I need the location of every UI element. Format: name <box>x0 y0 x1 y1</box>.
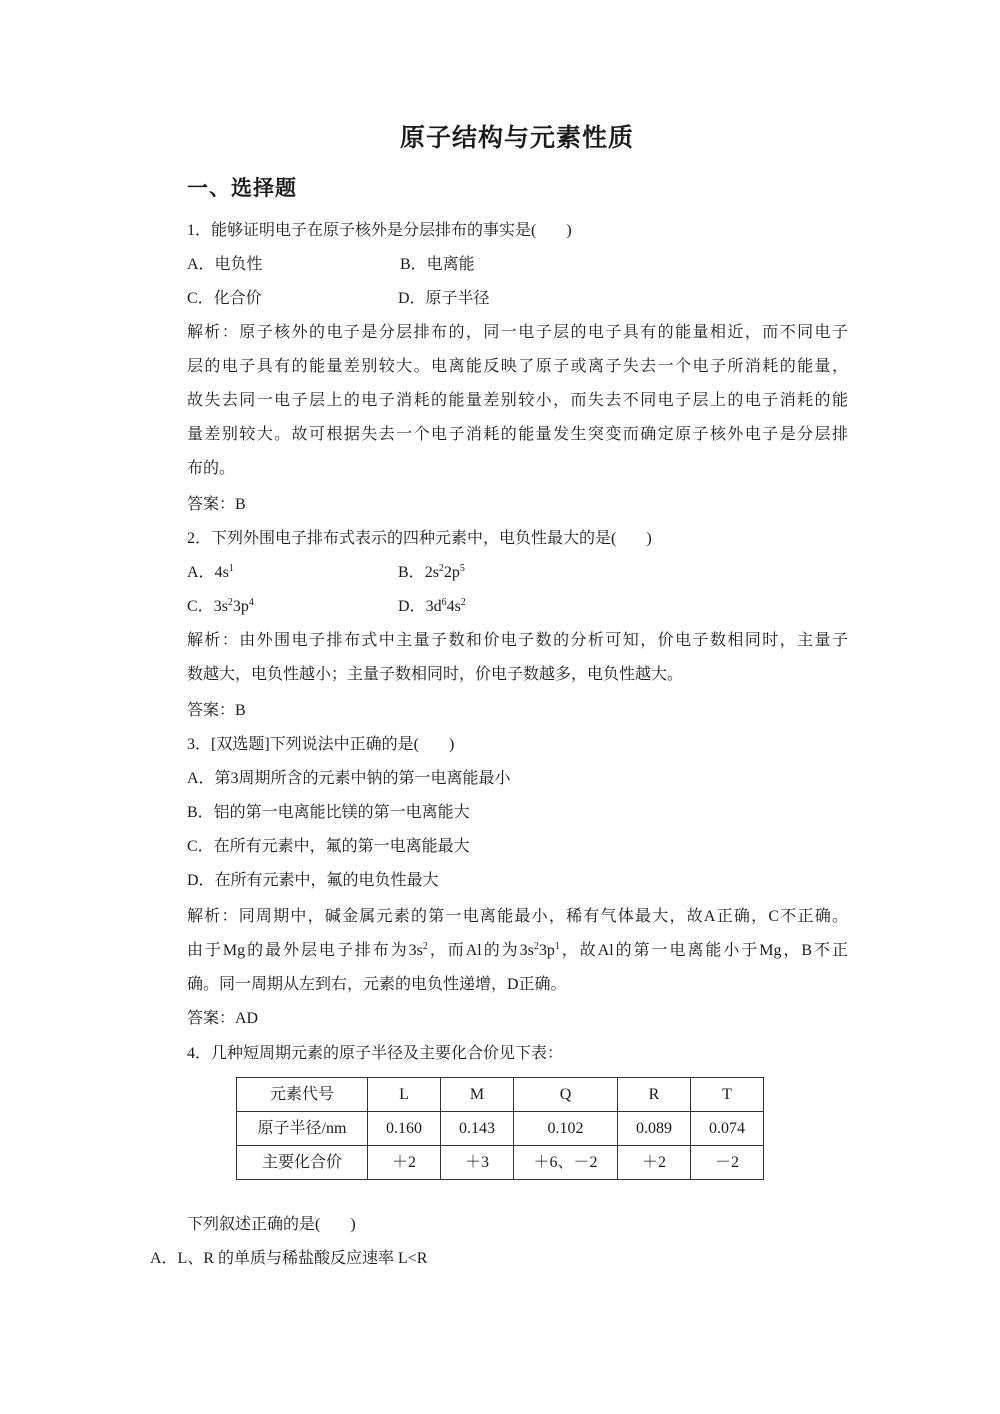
table-row <box>237 1146 764 1180</box>
table-cell: －2 <box>691 1146 764 1180</box>
table-cell: 原子半径/nm <box>237 1112 368 1146</box>
table-cell: 0.143 <box>441 1112 514 1146</box>
q2-analysis-line: 数越大，电负性越小；主量子数相同时，价电子数越多，电负性越大。 <box>187 666 684 683</box>
q2-option-a: A．$4s^1$ <box>187 563 234 581</box>
q1-stem: 1．能够证明电子在原子核外是分层排布的事实是( ) <box>187 222 572 239</box>
table-cell: 主要化合价 <box>237 1146 368 1180</box>
page-title: 原子结构与元素性质 <box>399 123 634 152</box>
table-cell: Q <box>514 1078 618 1112</box>
q1-option-a: A．电负性 <box>187 256 263 273</box>
q2-answer: 答案：B <box>187 702 246 719</box>
q1-analysis-line: 量差别较大。故可根据失去一个电子消耗的能量发生突变而确定原子核外电子是分层排 <box>187 426 848 443</box>
q2-stem: 2．下列外围电子排布式表示的四种元素中，电负性最大的是( ) <box>187 530 652 547</box>
q4-stem: 4．几种短周期元素的原子半径及主要化合价见下表： <box>187 1045 564 1062</box>
q3-option-d: D．在所有元素中，氟的电负性最大 <box>187 872 439 889</box>
table-cell: M <box>441 1078 514 1112</box>
q1-option-c: C．化合价 <box>187 290 262 307</box>
q1-option-d: D．原子半径 <box>398 290 490 307</box>
q1-answer: 答案：B <box>187 496 246 513</box>
q3-option-c: C．在所有元素中，氟的第一电离能最大 <box>187 838 470 855</box>
q3-option-a: A．第3周期所含的元素中钠的第一电离能最小 <box>187 770 511 787</box>
q3-option-b: B．铝的第一电离能比镁的第一电离能大 <box>187 804 470 821</box>
q3-answer: 答案：AD <box>187 1010 259 1027</box>
q1-analysis-line: 层的电子具有的能量差别较大。电离能反映了原子或离子失去一个电子所消耗的能量， <box>187 358 848 375</box>
table-cell: 0.089 <box>618 1112 691 1146</box>
table-cell: ＋6、－2 <box>514 1146 618 1180</box>
q1-option-b: B．电离能 <box>400 256 475 273</box>
q3-analysis-line: 确。同一周期从左到右，元素的电负性递增，D正确。 <box>187 976 567 993</box>
q2-option-c: C．$3s^23p^4$ <box>187 597 254 615</box>
table-cell: ＋3 <box>441 1146 514 1180</box>
q2-option-b: B．$2s^22p^5$ <box>398 563 465 581</box>
q3-analysis-line: 由于Mg的最外层电子排布为$3s^2$，而Al的为$3s^23p^1$，故Al的第一电离能小于Mg，B不正 <box>187 941 848 959</box>
table-cell: L <box>368 1078 441 1112</box>
table-cell: 0.160 <box>368 1112 441 1146</box>
table-cell: ＋2 <box>618 1146 691 1180</box>
q3-stem: 3．[双选题]下列说法中正确的是( ) <box>187 736 455 753</box>
element-table <box>236 1077 764 1180</box>
table-row <box>237 1078 764 1112</box>
q1-analysis-line: 故失去同一电子层上的电子消耗的能量差别较小，而失去不同电子层上的电子消耗的能 <box>187 392 848 409</box>
table-cell: 0.074 <box>691 1112 764 1146</box>
q2-option-d: D．$3d^64s^2$ <box>398 597 466 615</box>
section-heading: 一、选择题 <box>187 176 297 200</box>
q4-prompt: 下列叙述正确的是( ) <box>187 1216 356 1233</box>
q2-analysis-line: 解析：由外围电子排布式中主量子数和价电子数的分析可知，价电子数相同时，主量子 <box>187 632 848 649</box>
q1-analysis-line: 解析：原子核外的电子是分层排布的，同一电子层的电子具有的能量相近，而不同电子 <box>187 324 848 341</box>
q3-analysis-line: 解析：同周期中，碱金属元素的第一电离能最小，稀有气体最大，故A正确，C不正确。 <box>187 908 848 925</box>
q1-analysis-line: 布的。 <box>187 460 236 477</box>
table-cell: 0.102 <box>514 1112 618 1146</box>
q4-option-a: A．L、R 的单质与稀盐酸反应速率 L<R <box>150 1250 428 1267</box>
table-cell: R <box>618 1078 691 1112</box>
table-cell: ＋2 <box>368 1146 441 1180</box>
table-cell: 元素代号 <box>237 1078 368 1112</box>
table-cell: T <box>691 1078 764 1112</box>
table-row <box>237 1112 764 1146</box>
